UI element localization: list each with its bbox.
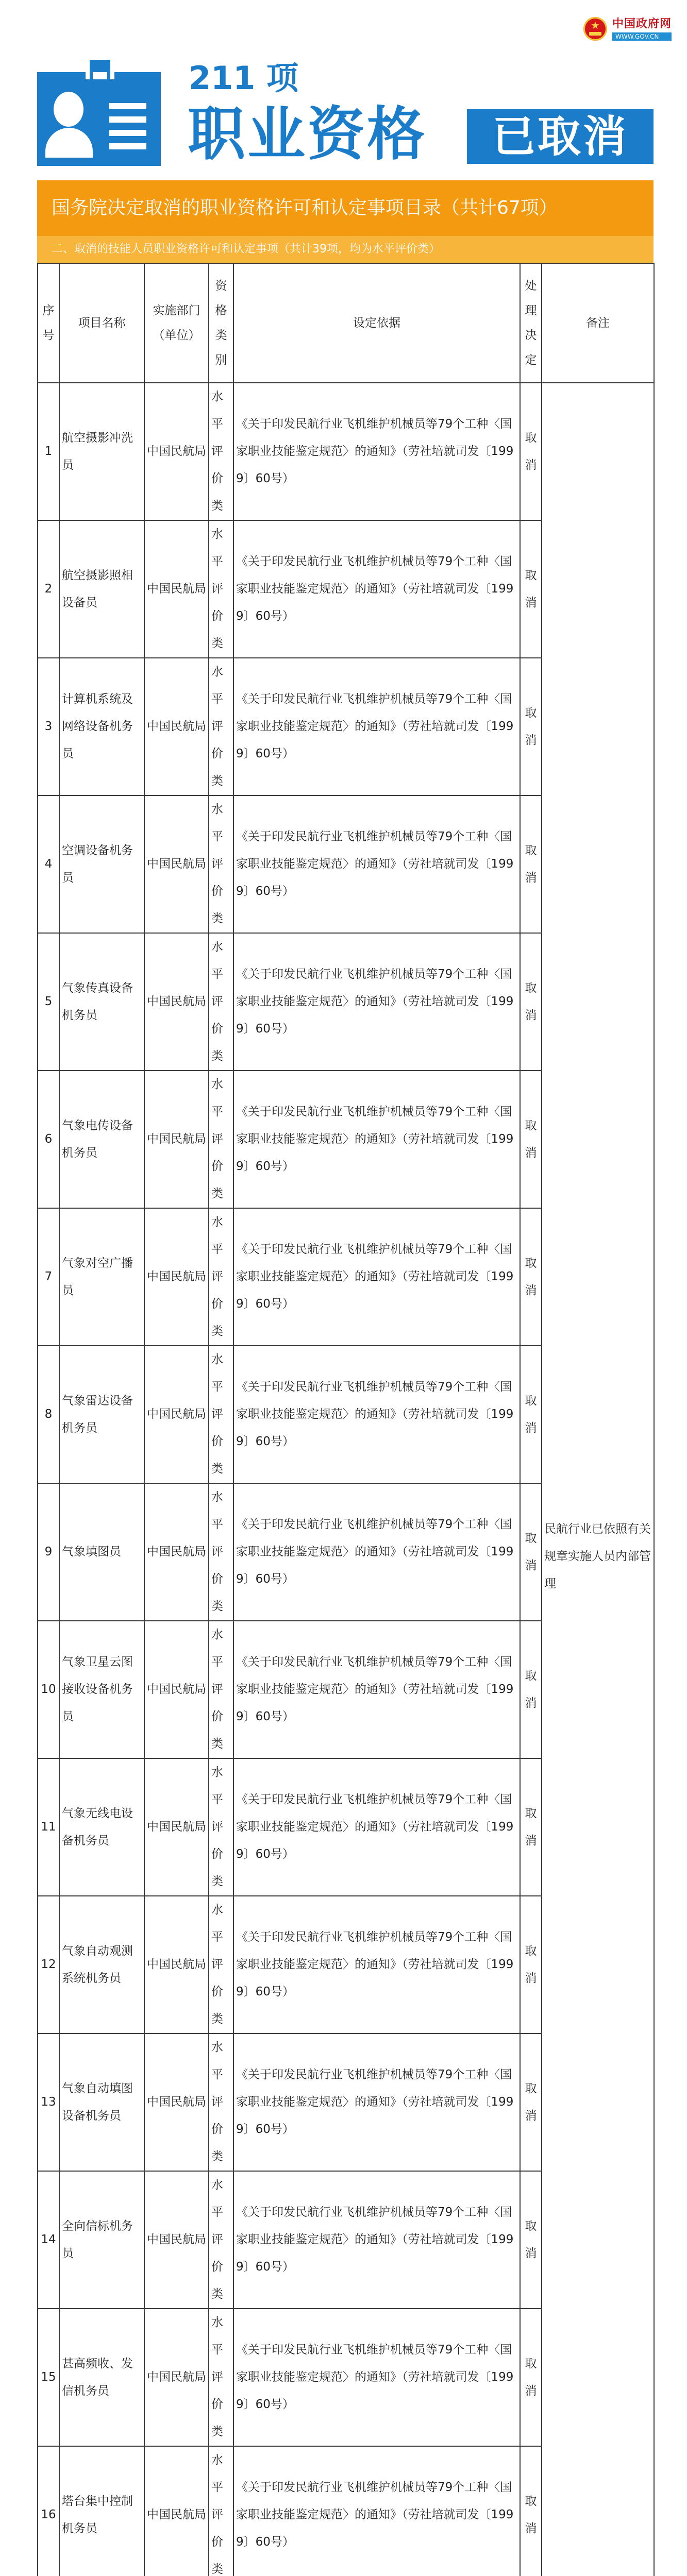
cell-basis: 《关于印发民航行业飞机维护机械员等79个工种〈国家职业技能鉴定规范〉的通知》（劳社培就司发〔1999〕60号） (233, 1621, 520, 1758)
cell-decision: 取消 (520, 2171, 542, 2309)
cell-type: 水平评价类 (209, 1071, 233, 1208)
cell-no: 8 (38, 1346, 59, 1483)
cell-decision: 取消 (520, 1896, 542, 2033)
cell-dept: 中国民航局 (144, 2446, 209, 2576)
cell-basis: 《关于印发民航行业飞机维护机械员等79个工种〈国家职业技能鉴定规范〉的通知》（劳社培就司发〔1999〕60号） (233, 1208, 520, 1346)
cell-name: 计算机系统及网络设备机务员 (59, 658, 144, 795)
logo-cn-text: 中国政府网 (612, 17, 672, 30)
cell-no: 2 (38, 520, 59, 658)
cell-dept: 中国民航局 (144, 520, 209, 658)
cell-name: 气象自动填图设备机务员 (59, 2033, 144, 2171)
cell-type: 水平评价类 (209, 1621, 233, 1758)
cell-decision: 取消 (520, 1483, 542, 1621)
cell-type: 水平评价类 (209, 933, 233, 1071)
cell-type: 水平评价类 (209, 795, 233, 933)
cell-basis: 《关于印发民航行业飞机维护机械员等79个工种〈国家职业技能鉴定规范〉的通知》（劳社培就司发〔1999〕60号） (233, 383, 520, 520)
cell-basis: 《关于印发民航行业飞机维护机械员等79个工种〈国家职业技能鉴定规范〉的通知》（劳社培就司发〔1999〕60号） (233, 1483, 520, 1621)
cell-no: 11 (38, 1758, 59, 1896)
cell-dept: 中国民航局 (144, 1071, 209, 1208)
cell-name: 航空摄影照相设备员 (59, 520, 144, 658)
cell-name: 气象自动观测系统机务员 (59, 1896, 144, 2033)
cell-dept: 中国民航局 (144, 2171, 209, 2309)
cell-no: 16 (38, 2446, 59, 2576)
cancelled-badge: 已取消 (467, 109, 654, 164)
cell-basis: 《关于印发民航行业飞机维护机械员等79个工种〈国家职业技能鉴定规范〉的通知》（劳社培就司发〔1999〕60号） (233, 1071, 520, 1208)
logo-en-text: WWW.GOV.CN (612, 32, 672, 41)
cell-dept: 中国民航局 (144, 1621, 209, 1758)
national-emblem-icon (583, 17, 607, 41)
cell-dept: 中国民航局 (144, 1758, 209, 1896)
cell-name: 气象雷达设备机务员 (59, 1346, 144, 1483)
cell-dept: 中国民航局 (144, 383, 209, 520)
cell-name: 气象对空广播员 (59, 1208, 144, 1346)
cell-type: 水平评价类 (209, 1896, 233, 2033)
header-name: 项目名称 (59, 263, 144, 383)
cell-name: 气象卫星云图接收设备机务员 (59, 1621, 144, 1758)
cell-decision: 取消 (520, 383, 542, 520)
cell-no: 7 (38, 1208, 59, 1346)
header-no: 序号 (38, 263, 59, 383)
cell-dept: 中国民航局 (144, 1483, 209, 1621)
cell-basis: 《关于印发民航行业飞机维护机械员等79个工种〈国家职业技能鉴定规范〉的通知》（劳社培就司发〔1999〕60号） (233, 1346, 520, 1483)
cell-name: 气象填图员 (59, 1483, 144, 1621)
cell-name: 空调设备机务员 (59, 795, 144, 933)
item-count: 211 项 (189, 59, 299, 97)
cell-dept: 中国民航局 (144, 1896, 209, 2033)
cell-decision: 取消 (520, 2309, 542, 2446)
cell-decision: 取消 (520, 2033, 542, 2171)
cell-no: 13 (38, 2033, 59, 2171)
cell-name: 气象传真设备机务员 (59, 933, 144, 1071)
cell-basis: 《关于印发民航行业飞机维护机械员等79个工种〈国家职业技能鉴定规范〉的通知》（劳社培就司发〔1999〕60号） (233, 2171, 520, 2309)
table-header-row (38, 263, 654, 383)
cell-type: 水平评价类 (209, 2446, 233, 2576)
cell-basis: 《关于印发民航行业飞机维护机械员等79个工种〈国家职业技能鉴定规范〉的通知》（劳社培就司发〔1999〕60号） (233, 933, 520, 1071)
cell-note: 民航行业已依照有关规章实施人员内部管理 (542, 383, 654, 2576)
cell-name: 塔台集中控制机务员 (59, 2446, 144, 2576)
table-row (38, 383, 654, 520)
cell-decision: 取消 (520, 1621, 542, 1758)
cell-type: 水平评价类 (209, 383, 233, 520)
cell-no: 10 (38, 1621, 59, 1758)
cell-dept: 中国民航局 (144, 2033, 209, 2171)
cell-type: 水平评价类 (209, 2309, 233, 2446)
cell-basis: 《关于印发民航行业飞机维护机械员等79个工种〈国家职业技能鉴定规范〉的通知》（劳社培就司发〔1999〕60号） (233, 2309, 520, 2446)
cell-decision: 取消 (520, 1346, 542, 1483)
cell-basis: 《关于印发民航行业飞机维护机械员等79个工种〈国家职业技能鉴定规范〉的通知》（劳社培就司发〔1999〕60号） (233, 520, 520, 658)
section-banner: 国务院决定取消的职业资格许可和认定事项目录（共计67项） (37, 180, 654, 236)
cell-name: 航空摄影冲洗员 (59, 383, 144, 520)
cell-decision: 取消 (520, 658, 542, 795)
cell-type: 水平评价类 (209, 2033, 233, 2171)
cell-dept: 中国民航局 (144, 658, 209, 795)
cell-decision: 取消 (520, 1758, 542, 1896)
cell-no: 5 (38, 933, 59, 1071)
qualification-table (37, 263, 655, 2576)
cell-type: 水平评价类 (209, 1346, 233, 1483)
cell-dept: 中国民航局 (144, 2309, 209, 2446)
cell-no: 3 (38, 658, 59, 795)
cell-decision: 取消 (520, 1208, 542, 1346)
cell-basis: 《关于印发民航行业飞机维护机械员等79个工种〈国家职业技能鉴定规范〉的通知》（劳社培就司发〔1999〕60号） (233, 1758, 520, 1896)
cell-type: 水平评价类 (209, 658, 233, 795)
cell-decision: 取消 (520, 933, 542, 1071)
cell-name: 气象电传设备机务员 (59, 1071, 144, 1208)
cell-decision: 取消 (520, 2446, 542, 2576)
header-note: 备注 (542, 263, 654, 383)
cell-no: 9 (38, 1483, 59, 1621)
cell-dept: 中国民航局 (144, 933, 209, 1071)
cell-dept: 中国民航局 (144, 1346, 209, 1483)
cell-dept: 中国民航局 (144, 1208, 209, 1346)
cell-basis: 《关于印发民航行业飞机维护机械员等79个工种〈国家职业技能鉴定规范〉的通知》（劳社培就司发〔1999〕60号） (233, 2033, 520, 2171)
cell-type: 水平评价类 (209, 1483, 233, 1621)
cell-decision: 取消 (520, 795, 542, 933)
cell-type: 水平评价类 (209, 1758, 233, 1896)
gov-cn-logo[interactable] (583, 13, 672, 44)
cell-name: 气象无线电设备机务员 (59, 1758, 144, 1896)
cell-no: 15 (38, 2309, 59, 2446)
cell-name: 全向信标机务员 (59, 2171, 144, 2309)
cell-basis: 《关于印发民航行业飞机维护机械员等79个工种〈国家职业技能鉴定规范〉的通知》（劳社培就司发〔1999〕60号） (233, 795, 520, 933)
hero-title: 职业资格 (188, 101, 427, 168)
cell-decision: 取消 (520, 520, 542, 658)
header-decision: 处理决定 (520, 263, 542, 383)
cell-basis: 《关于印发民航行业飞机维护机械员等79个工种〈国家职业技能鉴定规范〉的通知》（劳社培就司发〔1999〕60号） (233, 2446, 520, 2576)
sub-section-banner: 二、取消的技能人员职业资格许可和认定事项（共计39项，均为水平评价类） (37, 236, 654, 263)
cell-no: 14 (38, 2171, 59, 2309)
cell-basis: 《关于印发民航行业飞机维护机械员等79个工种〈国家职业技能鉴定规范〉的通知》（劳社培就司发〔1999〕60号） (233, 1896, 520, 2033)
cell-type: 水平评价类 (209, 1208, 233, 1346)
cell-no: 6 (38, 1071, 59, 1208)
cell-type: 水平评价类 (209, 2171, 233, 2309)
header-basis: 设定依据 (233, 263, 520, 383)
header-type: 资格类别 (209, 263, 233, 383)
cell-type: 水平评价类 (209, 520, 233, 658)
cell-dept: 中国民航局 (144, 795, 209, 933)
cell-no: 4 (38, 795, 59, 933)
cell-no: 1 (38, 383, 59, 520)
cell-basis: 《关于印发民航行业飞机维护机械员等79个工种〈国家职业技能鉴定规范〉的通知》（劳社培就司发〔1999〕60号） (233, 658, 520, 795)
cell-no: 12 (38, 1896, 59, 2033)
cell-decision: 取消 (520, 1071, 542, 1208)
header-dept: 实施部门（单位） (144, 263, 209, 383)
cell-name: 甚高频收、发信机务员 (59, 2309, 144, 2446)
